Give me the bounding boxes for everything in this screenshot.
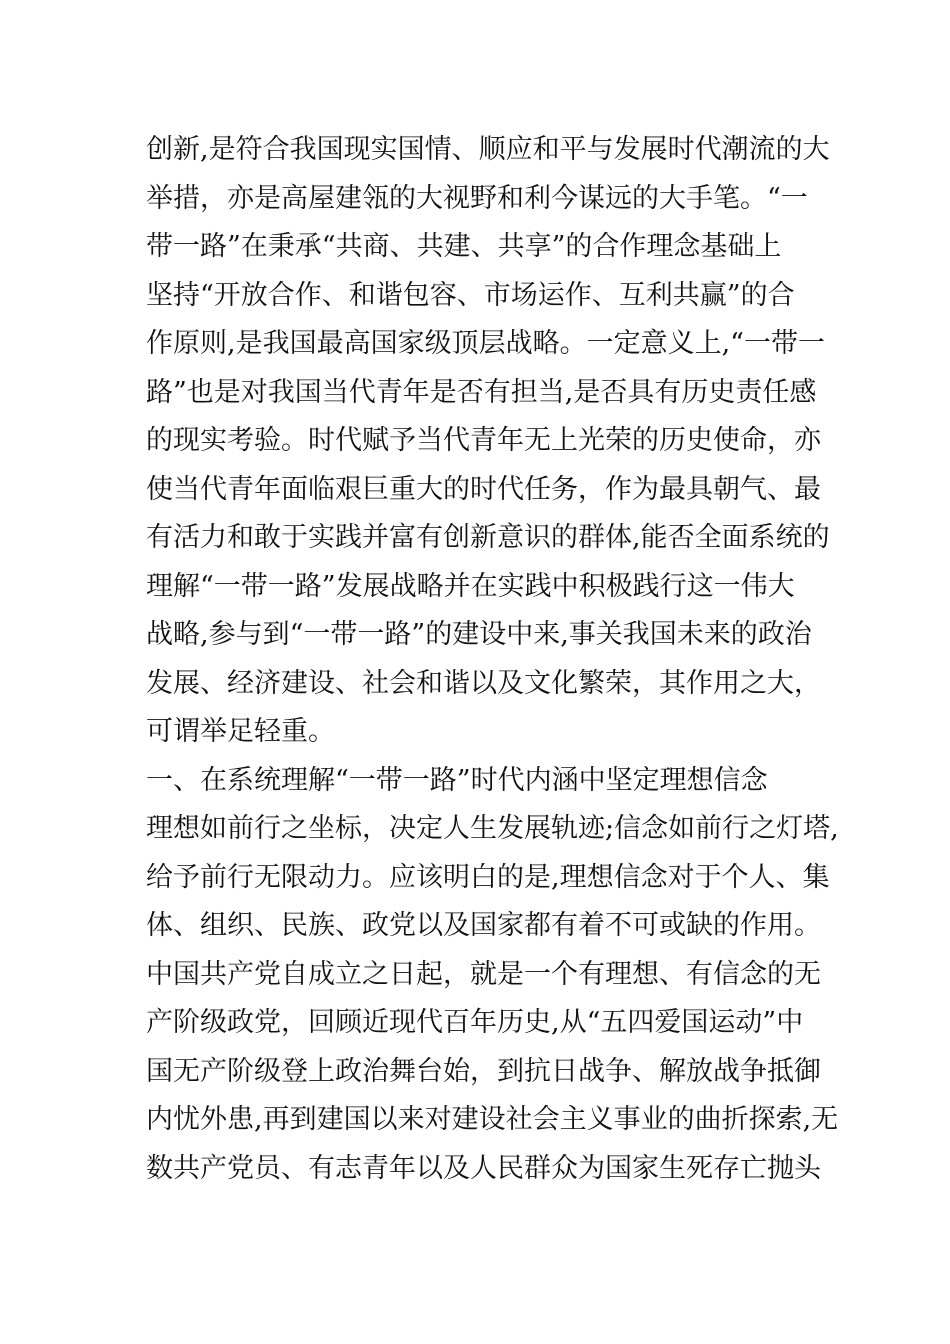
text-line: 作原则,是我国最高国家级顶层战略。一定意义上,“一带一 (146, 328, 825, 359)
text-line: 举措，亦是高屋建瓴的大视野和利今谋远的大手笔。“一 (146, 182, 808, 214)
section-heading: 一、在系统理解“一带一路”时代内涵中坚定理想信念 (146, 764, 768, 796)
text-line: 给予前行无限动力。应该明白的是,理想信念对于个人、集 (146, 861, 830, 893)
text-line: 数共产党员、有志青年以及人民群众为国家生死存亡抛头 (146, 1152, 821, 1184)
text-line: 的现实考验。时代赋予当代青年无上光荣的历史使命，亦 (146, 425, 821, 456)
text-line: 使当代青年面临艰巨重大的时代任务，作为最具朝气、最 (146, 473, 821, 505)
body-text (146, 126, 839, 1193)
text-line: 发展、经济建设、社会和谐以及文化繁荣，其作用之大， (146, 667, 821, 699)
text-line: 理想如前行之坐标，决定人生发展轨迹;信念如前行之灯塔, (146, 813, 839, 844)
text-line: 坚持“开放合作、和谐包容、市场运作、互利共赢”的合 (146, 279, 795, 311)
text-line: 内忧外患,再到建国以来对建设社会主义事业的曲折探索,无 (146, 1104, 839, 1135)
text-line: 体、组织、民族、政党以及国家都有着不可或缺的作用。 (146, 910, 821, 941)
text-line: 产阶级政党，回顾近现代百年历史,从“五四爱国运动”中 (146, 1007, 804, 1038)
text-line: 路”也是对我国当代青年是否有担当,是否具有历史责任感 (146, 376, 817, 408)
text-line: 理解“一带一路”发展战略并在实践中积极践行这一伟大 (146, 570, 795, 602)
text-line: 有活力和敢于实践并富有创新意识的群体,能否全面系统的 (146, 522, 830, 553)
text-line: 创新,是符合我国现实国情、顺应和平与发展时代潮流的大 (146, 134, 830, 165)
text-line: 可谓举足轻重。 (146, 716, 335, 747)
text-line: 战略,参与到“一带一路”的建设中来,事关我国未来的政治 (146, 619, 812, 650)
text-line: 国无产阶级登上政治舞台始，到抗日战争、解放战争抵御 (146, 1055, 821, 1087)
text-line: 带一路”在秉承“共商、共建、共享”的合作理念基础上 (146, 231, 782, 262)
text-line: 中国共产党自成立之日起，就是一个有理想、有信念的无 (146, 958, 821, 990)
